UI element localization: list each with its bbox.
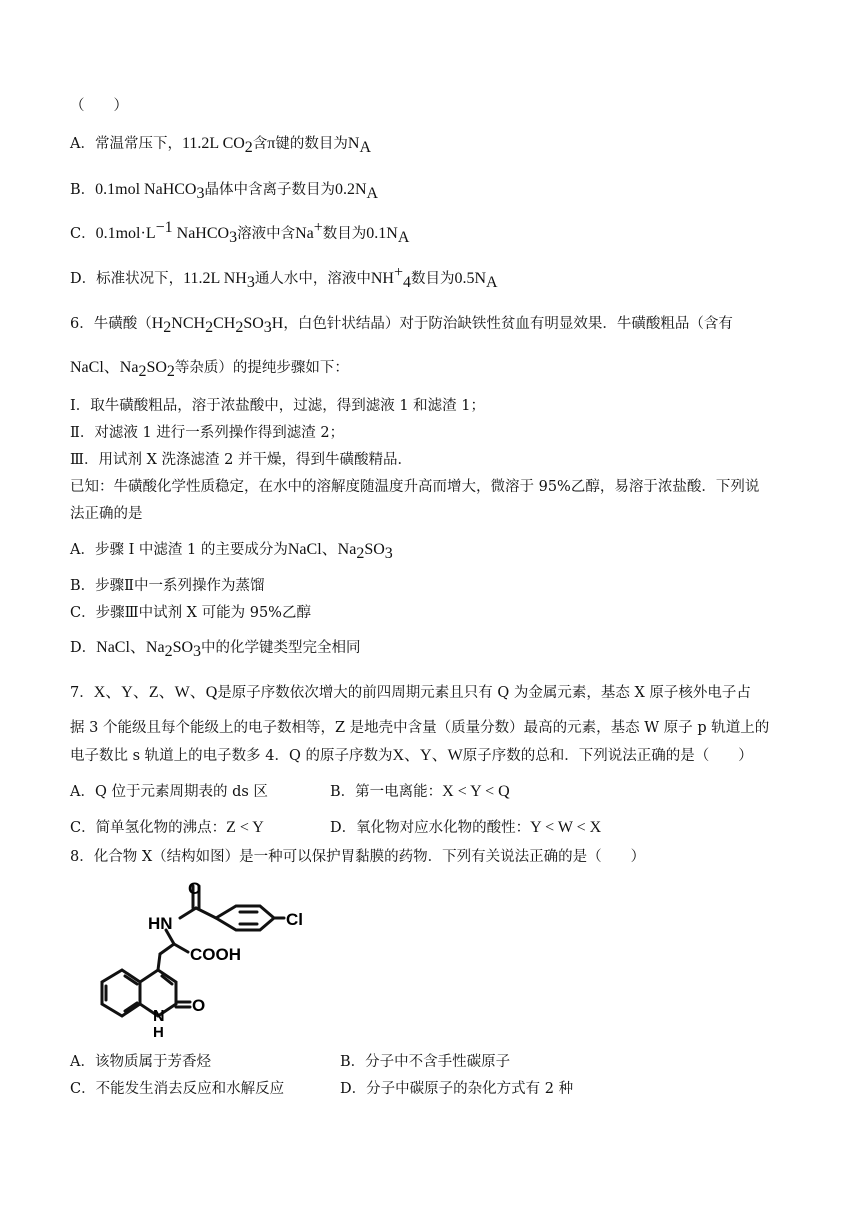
q7-stem-line-3: 电子数比 s 轨道上的电子数多 4．Q 的原子序数为X、Y、W原子序数的总和．下列说法正确的是（ ） [70, 747, 753, 764]
q8-option-d: D．分子中碳原子的杂化方式有 2 种 [340, 1081, 574, 1097]
q7-stem-line-2: 据 3 个能级且每个能级上的电子数相等，Z 是地壳中含量（质量分数）最高的元素，基态 W 原子 p 轨道上的 [70, 720, 770, 736]
compound-x-structure [80, 874, 320, 1044]
q6-step-2: Ⅱ．对滤液 1 进行一系列操作得到滤渣 2； [70, 425, 345, 441]
q6-option-c: C．步骤Ⅲ中试剂 X 可能为 95%乙醇 [70, 605, 311, 621]
q6-option-b: B．步骤Ⅱ中一系列操作为蒸馏 [70, 578, 265, 594]
q8-stem: 8．化合物 X（结构如图）是一种可以保护胃黏膜的药物．下列有关说法正确的是（ ） [70, 849, 646, 865]
q6-option-a: A．步骤 I 中滤渣 1 的主要成分为NaCl、$Na_2SO_3$ [70, 541, 393, 562]
q6-step-1: I．取牛磺酸粗品，溶于浓盐酸中，过滤，得到滤液 1 和滤渣 1； [70, 398, 486, 414]
q7-option-c: C．简单氢化物的沸点：Z < Y [70, 819, 264, 836]
q6-stem-line-1: 6．牛磺酸（$H_2NCH_2CH_2SO_3H$，白色针状结晶）对于防治缺铁性贫血有明显效果．牛磺酸粗品（含有 [70, 315, 733, 336]
q8-option-b: B．分子中不含手性碳原子 [340, 1054, 511, 1070]
ring-nitrogen-label: N [153, 1008, 165, 1025]
q6-option-d: D．NaCl、$Na_2SO_3$中的化学键类型完全相同 [70, 639, 361, 660]
nh-label: HN [148, 914, 173, 933]
q5-option-d: D．标准状况下，11.2L $NH_3$通人水中，溶液中$NH^+_4$数目为$0.5N_A$ [70, 264, 498, 291]
q8-option-c: C．不能发生消去反应和水解反应 [70, 1081, 285, 1097]
q6-stem-line-2: NaCl、$Na_2SO_2$等杂质）的提纯步骤如下： [70, 359, 349, 380]
q5-answer-bracket: （ ） [70, 98, 128, 114]
q6-known-line-2: 法正确的是 [70, 506, 143, 522]
q7-stem-line-1: 7．X、Y、Z、W、Q是原子序数依次增大的前四周期元素且只有 Q 为金属元素，基态 X 原子核外电子占 [70, 684, 751, 701]
q6-step-3: Ⅲ．用试剂 X 洗涤滤渣 2 并干燥，得到牛磺酸精品． [70, 452, 412, 468]
oxygen-label-ring: O [192, 996, 206, 1015]
q5-option-c: C．$0.1mol\cdot L^{-1}$ NaHCO$_3$溶液中含Na+数目为$0.1N_A$ [70, 219, 410, 246]
q5-option-a: A．常温常压下，11.2L $CO_2$含π键的数目为$N_A$ [70, 135, 371, 156]
ring-hydrogen-label: H [153, 1024, 164, 1041]
oxygen-label-top: O [188, 879, 202, 898]
chlorine-label: Cl [286, 910, 303, 929]
q7-option-a: A．Q 位于元素周期表的 ds 区 [70, 784, 268, 800]
cooh-label: COOH [190, 945, 241, 964]
q7-option-b: B．第一电离能：X < Y < Q [330, 783, 510, 800]
q7-option-d: D．氧化物对应水化物的酸性：Y < W < X [330, 819, 602, 836]
q5-option-b: B．0.1mol NaHCO$_3$晶体中含离子数目为$0.2N_A$ [70, 181, 379, 202]
q8-option-a: A．该物质属于芳香烃 [70, 1054, 211, 1070]
q6-known-line-1: 已知：牛磺酸化学性质稳定，在水中的溶解度随温度升高而增大，微溶于 95%乙醇，易溶于浓盐酸．下列说 [70, 479, 760, 495]
